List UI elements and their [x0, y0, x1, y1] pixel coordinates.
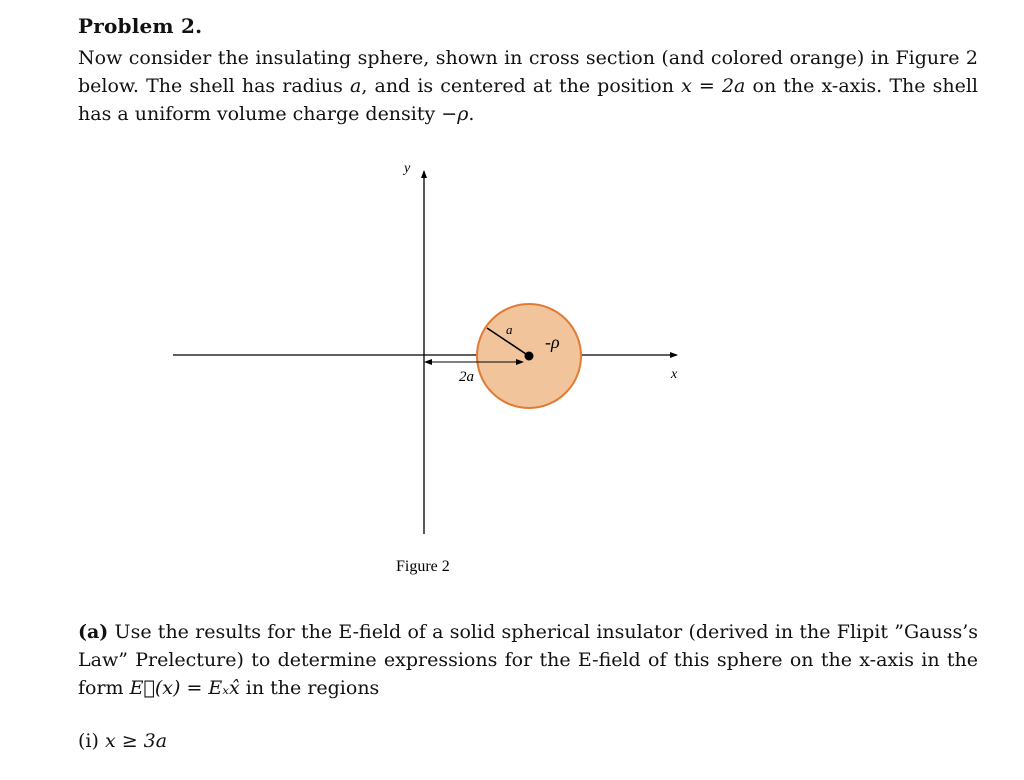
intro-text-3: on the x-axis. The shell has a uniform volume charge density — [78, 75, 978, 125]
region-condition: x ≥ 3a — [104, 730, 168, 752]
charge-density-label: -ρ — [545, 332, 560, 352]
radius-label: a — [506, 322, 513, 337]
center-distance-label: 2a — [459, 369, 474, 385]
distance-arrow-left-head — [424, 359, 432, 365]
intro-text-1: Now consider the insulating sphere, shown in cross section (and colored orange) in Figure 2 below. The shell has radius — [78, 47, 978, 97]
position-expression: x = 2a — [681, 75, 746, 97]
radius-variable: a — [350, 75, 362, 97]
x-axis-label: x — [671, 367, 678, 382]
field-formula: E⃗(x) = Eₓx̂ — [129, 677, 240, 699]
y-axis-label: y — [404, 161, 411, 176]
problem-title: Problem 2. — [78, 14, 203, 38]
part-a-text-1: Use the results for the E-field of a solid spherical insulator (derived in the Flipit ”Gauss’s Law” Prelecture) to determine expressions for the E-field of this sphere on the x-axis in the form — [78, 621, 978, 699]
part-a-text-2: in the regions — [239, 677, 380, 699]
intro-text-2: , and is centered at the position — [361, 75, 682, 97]
charge-density-expression: −ρ — [441, 103, 469, 125]
figure-caption: Figure 2 — [396, 558, 450, 575]
sub-question-label: (i) — [78, 730, 105, 752]
intro-text-end: . — [468, 103, 475, 125]
sub-question-i — [78, 730, 167, 752]
sphere-center-dot — [525, 352, 534, 361]
part-a — [78, 618, 978, 702]
part-a-label: (a) — [78, 621, 109, 643]
